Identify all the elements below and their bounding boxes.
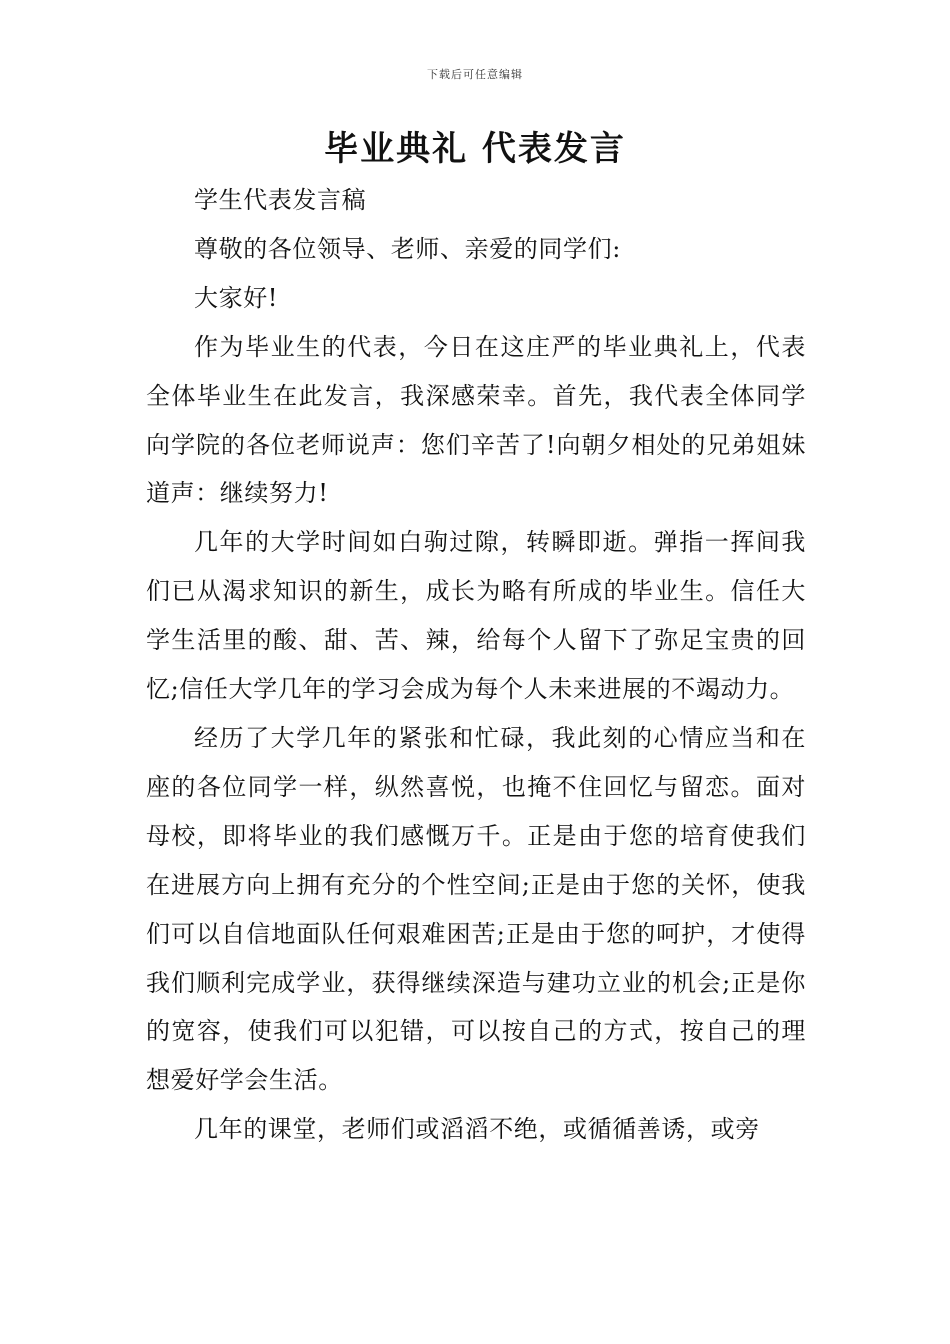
paragraph-greeting: 大家好!: [194, 283, 279, 312]
paragraph: 经历了大学几年的紧张和忙碌，我此刻的心情应当和在座的各位同学一样，纵然喜悦，也掩不住回忆与留恋。面对母校，即将毕业的我们感慨万千。正是由于您的培育使我们在进展方向上拥有充分的个性空间;正是由于您的关怀，使我们可以自信地面队任何艰难困苦;正是由于您的呵护，才使得我们顺利完成学业，获得继续深造与建功立业的机会;正是你的宽容，使我们可以犯错，可以按自己的方式，按自己的理想爱好学会生活。: [146, 723, 806, 1095]
paragraph: 几年的课堂，老师们或滔滔不绝，或循循善诱，或旁: [194, 1115, 760, 1144]
paragraph: 作为毕业生的代表，今日在这庄严的毕业典礼上，代表全体毕业生在此发言，我深感荣幸。首先，我代表全体同学向学院的各位老师说声：您们辛苦了!向朝夕相处的兄弟姐妹道声：继续努力!: [146, 332, 806, 508]
paragraph: 几年的大学时间如白驹过隙，转瞬即逝。弹指一挥间我们已从渴求知识的新生，成长为略有所成的毕业生。信任大学生活里的酸、甜、苦、辣，给每个人留下了弥足宝贵的回忆;信任大学几年的学习会成为每个人未来进展的不竭动力。: [146, 528, 806, 704]
paragraph-salutation: 尊敬的各位领导、老师、亲爱的同学们:: [194, 234, 621, 263]
document-body: [146, 176, 806, 1154]
paragraph-subtitle: 学生代表发言稿: [194, 186, 367, 214]
document-title: 毕业典礼 代表发言: [324, 129, 626, 169]
header-note: 下载后可任意编辑: [427, 68, 523, 81]
